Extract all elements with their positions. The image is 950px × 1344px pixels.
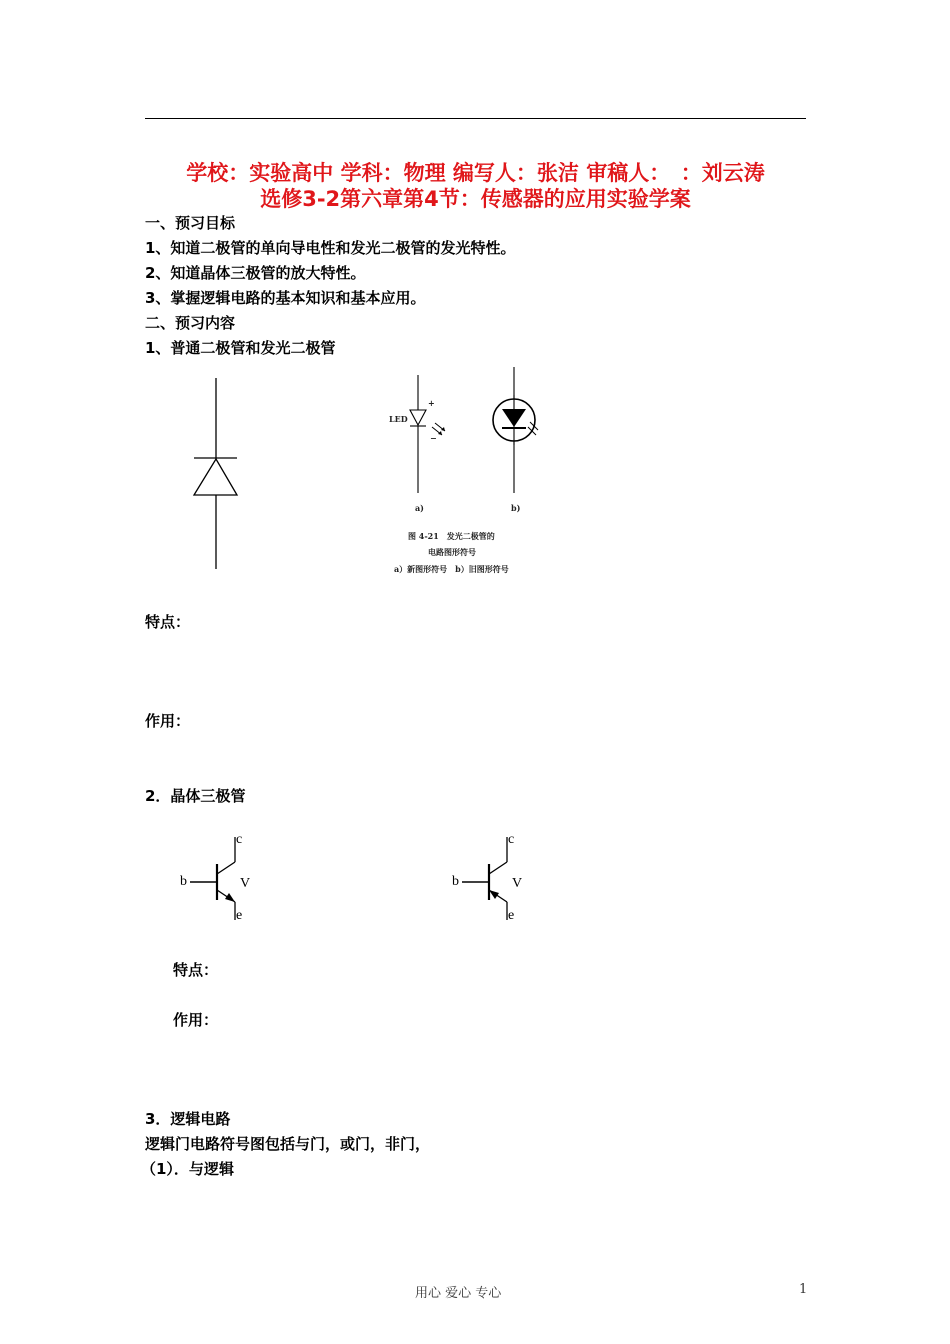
transistor-function-label: 作用：	[173, 1011, 219, 1029]
diode-symbol	[185, 375, 245, 575]
t2-v-label: V	[512, 876, 523, 891]
t2-base-label: b	[452, 874, 459, 889]
header-rule	[145, 118, 806, 119]
led-label-a: a)	[415, 503, 424, 513]
figure-caption-2: 电路图形符号	[428, 547, 476, 557]
page-title-line1: 学校：实验高中 学科：物理 编写人：张洁 审稿人： ：刘云涛	[186, 161, 765, 185]
and-logic-heading: （1）．与逻辑	[141, 1160, 234, 1178]
t1-base-label: b	[180, 874, 187, 889]
objective-3: 3、掌握逻辑电路的基本知识和基本应用。	[145, 289, 426, 307]
led-minus-label: −	[430, 433, 437, 443]
figure-caption-3: a）新图形符号 b）旧图形符号	[394, 564, 509, 574]
logic-heading: 3．逻辑电路	[145, 1110, 231, 1128]
led-plus-label: +	[428, 398, 435, 408]
diode-heading: 1、普通二极管和发光二极管	[145, 339, 336, 357]
t1-emitter-label: e	[236, 908, 243, 923]
figure-caption-1: 图 4-21 发光二极管的	[408, 531, 495, 541]
t1-v-label: V	[240, 876, 251, 891]
led-symbol-figure	[380, 365, 560, 515]
objective-2: 2、知道晶体三极管的放大特性。	[145, 264, 366, 282]
footer-slogan: 用心 爱心 专心	[415, 1286, 502, 1301]
led-label-b: b)	[511, 503, 521, 513]
t2-collector-label: c	[508, 832, 515, 847]
diode-function-label: 作用：	[145, 712, 191, 730]
t1-collector-label: c	[236, 832, 243, 847]
diode-feature-label: 特点：	[145, 613, 191, 631]
transistor-heading: 2．晶体三极管	[145, 787, 246, 805]
page-number: 1	[799, 1282, 808, 1297]
t2-emitter-label: e	[508, 908, 515, 923]
section1-heading: 一、预习目标	[145, 214, 236, 232]
objective-1: 1、知道二极管的单向导电性和发光二极管的发光特性。	[145, 239, 516, 257]
led-label: LED	[389, 414, 408, 424]
logic-description: 逻辑门电路符号图包括与门，或门，非门，	[145, 1135, 431, 1153]
page-title-line2: 选修3-2第六章第4节：传感器的应用实验学案	[260, 187, 691, 211]
section2-heading: 二、预习内容	[145, 314, 236, 332]
transistor-feature-label: 特点：	[173, 961, 219, 979]
